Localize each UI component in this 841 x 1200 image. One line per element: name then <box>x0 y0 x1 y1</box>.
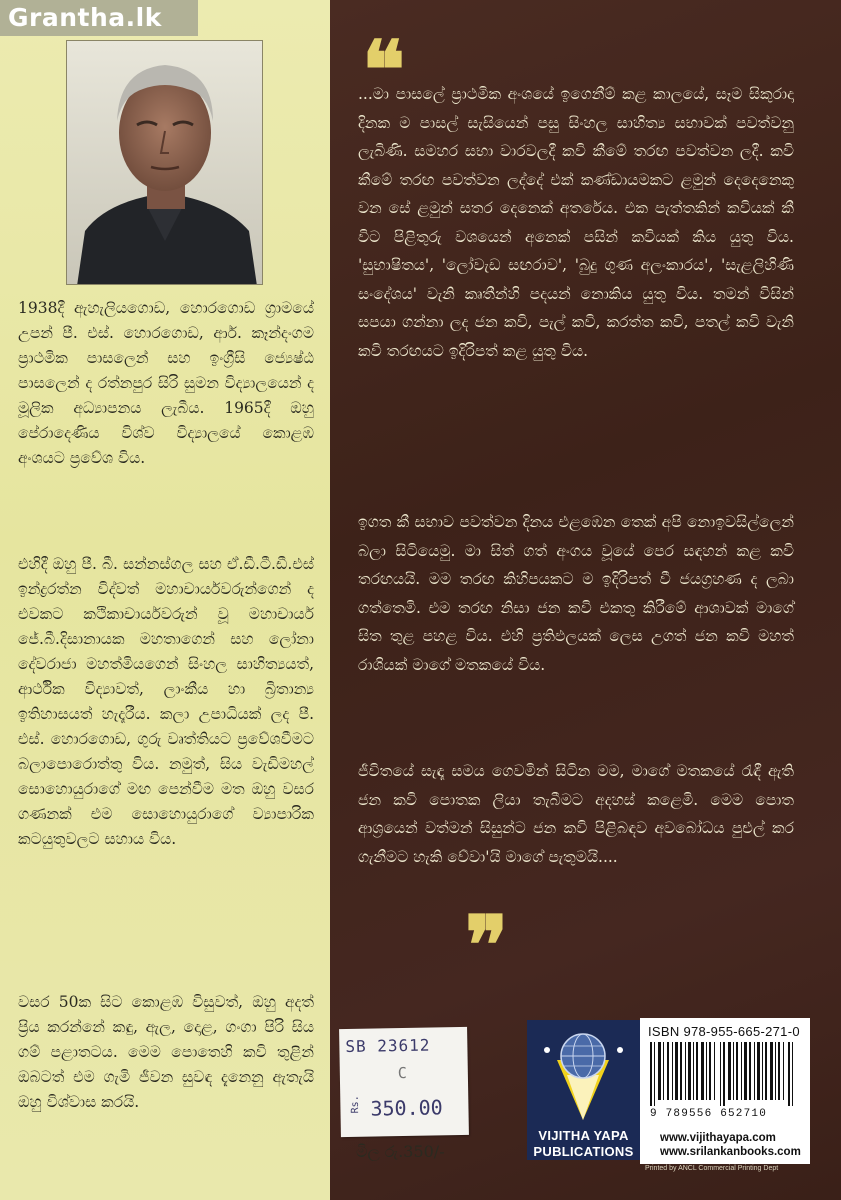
isbn-barcode <box>640 1018 810 1164</box>
publisher-name: PUBLICATIONS <box>533 1144 634 1159</box>
close-quote-icon: ❞ <box>465 898 509 992</box>
sticker-currency: Rs. <box>349 1095 362 1114</box>
author-portrait <box>66 40 263 285</box>
globe-icon <box>527 1020 640 1125</box>
quote-paragraph-1 <box>358 80 794 365</box>
sticker-mark: C <box>397 1063 408 1083</box>
quote-paragraph-3 <box>358 757 794 871</box>
bio-text: 1938දී ඇහැලියගොඩ, හොරගොඩ ග්‍රාමයේ උපන් පී. එස්. හොරගොඩ, ආර්. කෑන්දංගම ප්‍රාථමික පාසලෙන් සහ ඉංග්‍රීසි ජ්‍යෙෂ්ඨ පාසලෙන් ද රත්නපුර සිරි සුමන විද්‍යාලයෙන් ද මූලික අධ්‍යාපනය ලැබීය. 1965දී ඔහු පේරාදෙණිය විශ්ව විද්‍යාලයේ කොළඹ අංශයට ප්‍රවේශ විය. <box>18 299 314 467</box>
bio-paragraph-1 <box>18 296 314 471</box>
barcode-digits: 9 789556 652710 <box>650 1108 768 1120</box>
bio-text: එහිදී ඔහු පී. බී. සන්නස්ගල සහ ඒ.ඩී.ටී.ඩී.එස් ඉන්ද්‍රරත්න විද්වත් මහාචාර්යවරුන්ගෙන් ද එවකට කථිකාචාර්යවරුන් වූ මහාචාර්ය ජේ.බී.දිසානායක මහතාගෙන් සහ ලෝනා දේවරාජා මහත්මියගෙන් සිංහල සාහිත්‍යයත්, ආර්ථික විද්‍යාවත්, ලාංකීය හා බ්‍රිතාන්‍ය ඉතිහාසයත් හැදෑරීය. කලා උපාධියක් ලද පී. එස්. හොරගොඩ, ගුරු වෘත්තියට ප්‍රවේශවීමට බලාපොරොත්තු විය. නමුත්, සිය වැඩිමහල් සොහොයුරාගේ මඟ පෙන්වීම මත ඔහු වසර ගණනක් එම සොහොයුරාගේ ව්‍යාපාරික කටයුතුවලට සහාය විය. <box>18 555 314 848</box>
website-link[interactable]: www.vijithayapa.com <box>660 1132 776 1144</box>
website-link[interactable]: www.srilankanbooks.com <box>660 1146 801 1158</box>
bio-paragraph-2 <box>18 552 314 852</box>
isbn-number: ISBN 978-955-665-271-0 <box>648 1024 800 1039</box>
quote-text: ඉගත කී සභාව පවත්වන දිනය එළඹෙන තෙක් අපි නොඉවසිල්ලෙන් බලා සිටියෙමු. මා සිත් ගත් අංගය වූයේ පෙර සඳහන් කළ කවි තරඟයයි. මම තරඟ කිහිපයකට ම ඉදිරිපත් වී ජයග්‍රහණ ද ලබා ගත්තෙමි. එම තරඟ නිසා ජන කවි එකතු කිරීමේ ආශාවක් මාගේ සිත තුළ පහළ විය. එහි ප්‍රතිඵලයක් ලෙස උගත් ජන කවි මහත් රාශියක් මාගේ මතකයේ විය. <box>358 513 794 674</box>
sticker-amount: 350.00 <box>370 1095 443 1121</box>
publisher-name: VIJITHA YAPA <box>538 1128 629 1143</box>
author-photo <box>67 41 263 285</box>
bio-paragraph-3 <box>18 990 314 1115</box>
barcode-icon <box>650 1042 800 1106</box>
open-quote-icon: ❝ <box>362 23 406 117</box>
quote-text: ...මා පාසලේ ප්‍රාථමික අංශයේ ඉගෙනීම් කළ කාලයේ, සෑම සිකුරාදා දිනක ම පාසල් සැසියෙන් පසු සිංහල සාහිත්‍ය සභාවක් පවත්වනු ලැබිණි. සමහර සභා වාරවලදී කවි කීමේ තරඟ පවත්වන ලදී. කවි කීමේ තරඟ පවත්වන ලද්දේ එක් කණ්ඩායමකට ළමුන් දෙදෙනෙකු වන සේ ළමුන් සතර දෙනෙක් අතරේය. එක පැත්තකින් කවියක් කී විට පිළිතුරු වශයෙන් අනෙක් පසින් කවියක් කිය යුතු විය. 'සුභාෂිතය', 'ලෝවැඩ සඟරාව', 'බුදු ගුණ අලංකාරය', 'සැළලිහිණි සංදේශය' වැනි කෘතීන්හි පදයන් නොකිය යුතු විය. තමන් විසින් සපයා ගන්නා ලද ජන කවි, පැල් කවි, කරත්ත කවි, පතල් කවි වැනි කවි තරඟයට ඉදිරිපත් කළ යුතු විය. <box>358 85 794 360</box>
bio-text: වසර 50ක සිට කොළඹ විසුවත්, ඔහු අදත් ප්‍රිය කරන්නේ කඳු, ඇල, දොළ, ගංගා පිරි සිය ගම් පළාතටය. මෙම පොතෙහි කවි තුළින් ඔබටත් එම ගැමි ජීවන සුවඳ දැනෙනු ඇතැයි ඔහු විශ්වාස කරයි. <box>18 993 314 1111</box>
site-watermark: Grantha.lk <box>0 0 198 36</box>
sticker-code: SB 23612 <box>345 1035 431 1057</box>
price-sticker <box>339 1027 469 1137</box>
quote-paragraph-2 <box>358 508 794 679</box>
printer-credit: Printed by ANCL Commercial Printing Dept <box>645 1165 779 1172</box>
publisher-logo <box>527 1020 640 1160</box>
quote-text: ජීවිතයේ සැඳෑ සමය ගෙවමින් සිටින මම, මාගේ මතකයේ රැඳී ඇති ජන කවි පොතක ලියා තැබීමට අදහස් කළෙමි. මෙම පොත ආශ්‍රයෙන් වත්මන් සිසුන්ට ජන කවි පිළිබඳව අවබෝධය පුළුල් කර ගැනීමට හැකි වේවා'යි මාගේ පැතුමයි.... <box>358 762 794 866</box>
price-note: මිල රු.350/- <box>356 1142 445 1161</box>
